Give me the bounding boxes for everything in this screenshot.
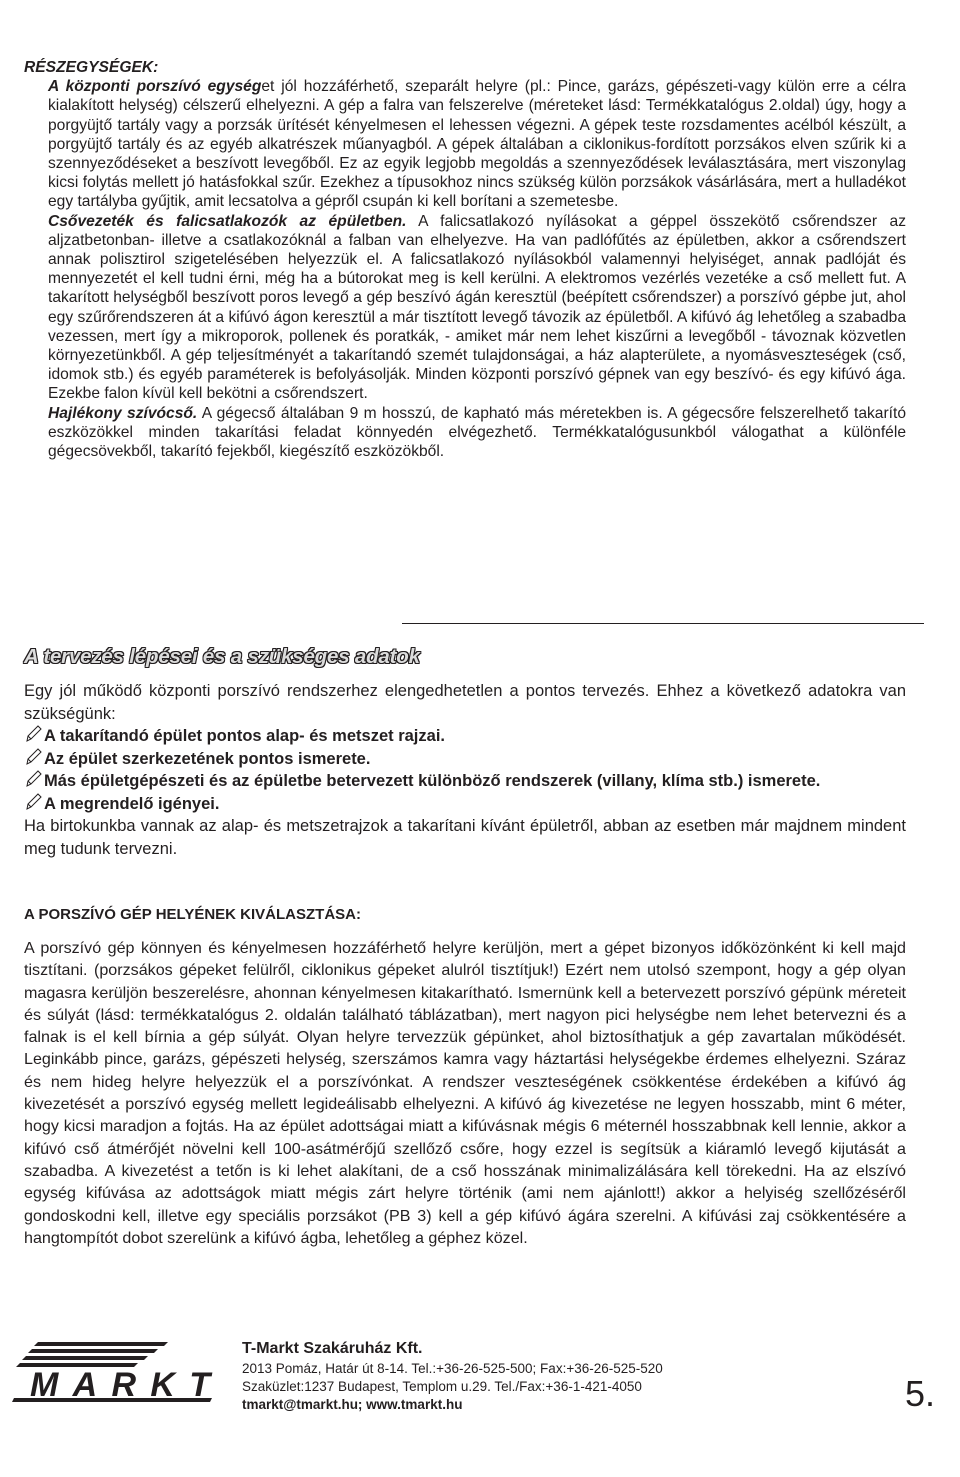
- pencil-icon: [24, 725, 44, 743]
- placement-text: A porszívó gép könnyen és kényelmesen hozzáférhető helyre kerüljön, mert a gépet bizonyos időközönként ki kell majd tisztítani. (porzsákos gépeket felülről, ciklonikus gépeket alulról tisztítjuk!) Ezért nem utolsó szempont, hogy a gép olyan magasra kerüljön beszerelésre, ahonnan kényelmesen kitakarítható. Ismernünk kell a betervezett porszívó gépünk méreteit és súlyát (lásd: termékkatalógus 2. oldalán található táblázatban), mert nagyon pici helységbe nem lehet betervezni és a falnak is el kell bírnia a gép súlyát. Olyan helyre tervezzük gépünket, ahol biztosíthatjuk a gép zavartalan működését. Leginkább pince, garázs, gépészeti helység, szerszámos kamra vagy háztartási helységekbe érdemes elhelyezni. Száraz és nem hideg helyre helyezzük el a porszívónkat. A rendszer veszteségének csökkentése érdekében a kifúvó ág kivezetését a porszívó egység mellett legideálisabb elhelyezni. A kifúvó ág kivezetése ne legyen hosszabb, mint 6 méter, hogy kicsi maradjon a fojtás. Ha az épület adottságai miatt a kifúvásnak mégis 6 méternél hosszabbnak kell lennie, akkor a kifúvó cső átmérőjét növelni kell 100-asátmérőjű szellőző csőre, hogy ezzel is segítsük a kiáramló levegő kijutását a szabadba. A kivezetést a tetőn is ki lehet alakítani, de a cső hosszának minimalizálására kell törekedni. Ha az elszívó egység kifúvása az adottságok miatt mégis zárt helyre történik (ami nem ajánlott!) akkor a helyiség szellőzéséről gondoskodni kell, illetve egy speciális porzsákot (PB 3) kell a gép kifúvó ágára szerelni. A kifúvási zaj csökkentésére a hangtompítót dobot szerelünk a kifúvó ágba, lehetőleg a géphez közel.: [24, 939, 906, 1247]
- section-heading: RÉSZEGYSÉGEK:: [24, 59, 159, 76]
- list-item-text: Az épület szerkezetének pontos ismerete.: [44, 749, 371, 768]
- paragraph-hose: [24, 404, 906, 462]
- paragraph-lead: Hajlékony szívócső.: [48, 404, 198, 422]
- planning-outro: Ha birtokunkba vannak az alap- és metszetrajzok a takarítani kívánt épületről, abban az esetben már majdnem mindent meg tudunk tervezni.: [24, 817, 906, 858]
- contact-links[interactable]: tmarkt@tmarkt.hu; www.tmarkt.hu: [242, 1397, 463, 1412]
- paragraph-central-unit: [24, 77, 906, 211]
- footer-contact: [242, 1338, 663, 1414]
- paragraph-body: et jól hozzáférhető, szeparált helyre (pl.: Pince, garázs, gépészeti-vagy külön erre a célra kialakított helység) célszerű elhelyezni. A gép a falra van felszerelve (méreteket lásd: Termékkatalógus 2.oldal) úgy, hogy a porgyüjtő tartály vagy a porzsák ürítését kényelmesen el lehessen végezni. A gépek teste rozsdamentes acélból készült, a porgyüjtő tartály és az egyéb alkatrészek műanyagból. A gépek általában a ciklonikus-fordított porzsákos elven szűrik ki a szennyeződéseket a beszívott levegőből. Ez az egyik legjobb megoldás a szennyeződések leválasztására, mert viszonylag kicsi folytás mellett jó hatásfokkal szűr. Ezekhez a típusokhoz nincs szükség külön porzsákok vásárlására, mert a hulladékot egy tartályba gyűjtik, amit lecsatolva a gépről csupán ki kell borítani a szemetesbe.: [48, 78, 906, 211]
- list-item: [24, 770, 906, 793]
- pencil-icon: [24, 748, 44, 766]
- list-item: [24, 725, 906, 748]
- paragraph-body: A gégecső általában 9 m hosszú, de kapható más méretekben is. A gégecsőre felszerelhető takarító eszközökkel minden takarítási feladat könnyedén elvégezhető. Termékkatalógusunkból válogathat a különféle gégecsövekből, takarító fejekből, kiegészítő eszközökből.: [48, 404, 907, 461]
- section-title: A tervezés lépései és a szükséges adatok: [24, 645, 420, 668]
- section-components: [24, 58, 906, 461]
- list-item-text: A megrendelő igényei.: [44, 794, 220, 813]
- section-planning: [24, 680, 906, 860]
- list-item: [24, 793, 906, 816]
- list-item: [24, 748, 906, 771]
- company-name: T-Markt Szakáruház Kft.: [242, 1340, 423, 1357]
- section-placement: [24, 937, 906, 1249]
- paragraph-lead: A központi porszívó egység: [48, 78, 262, 96]
- shop-line: Szaküzlet:1237 Budapest, Templom u.29. Tel./Fax:+36-1-421-4050: [242, 1379, 642, 1394]
- paragraph-body: A falicsatlakozó nyílásokat a géppel összekötő csőrendszer az aljzatbetonban- illetve a csatlakozóknál a falban van elhelyezve. Ha van padlófűtés az épületben, akkor a csőrendszert annak polisztirol szigetelésében helyezzük el. A falicsatlakozó nyílásokból valamennyi helyiséget, annak padlóját és mennyezetét el kell tudni érni, még ha a bútorokat meg is kell kerülni. A elektromos vezérlés vezetéke a cső mellett fut. A takarított helységből beszívott poros levegő a gép beszívó ágán keresztül (beépített csőrendszer) a porszívó gépbe jut, ahol egy szűrőrendszeren át a kifúvó ágon keresztül a már tisztított levegő távozik az épületből. A kifúvó ág lehetőleg a szabadba vezessen, mert így a mikroporok, pollenek és poratkák, - amiket már nem lehet kiszűrni a levegőből - távoznak közvetlen környezetünkből. A gép teljesítményét a takarítandó szemét tulajdonságai, a ház alapterülete, a nyomásveszteségek (cső, idomok stb.) és egyéb paraméterek is befolyásolják. Minden központi porszívó gépnek van egy beszívó- és egy kifúvó ága. Ezekbe falon kívül kell bekötni a csőrendszert.: [48, 212, 906, 403]
- list-item-text: A takarítandó épület pontos alap- és metszet rajzai.: [44, 727, 445, 745]
- planning-intro: Egy jól működő központi porszívó rendszerhez elengedhetetlen a pontos tervezés. Ehhez a következő adatokra van szükségünk:: [24, 682, 906, 723]
- list-item-text: Más épületgépészeti és az épületbe betervezett különböző rendszerek (villany, klíma stb.) ismerete.: [44, 772, 821, 790]
- paragraph-lead: Csővezeték és falicsatlakozók az épületben.: [48, 212, 407, 230]
- logo-text: MARKT: [30, 1366, 210, 1404]
- horizontal-rule: [402, 623, 924, 624]
- markt-logo: [8, 1340, 218, 1404]
- paragraph-piping: [24, 212, 906, 404]
- section-heading: A PORSZÍVÓ GÉP HELYÉNEK KIVÁLASZTÁSA:: [24, 906, 361, 923]
- page-number: 5.: [905, 1373, 936, 1414]
- address-line: 2013 Pomáz, Határ út 8-14. Tel.:+36-26-525-500; Fax:+36-26-525-520: [242, 1361, 663, 1376]
- pencil-icon: [24, 770, 44, 788]
- pencil-icon: [24, 793, 44, 811]
